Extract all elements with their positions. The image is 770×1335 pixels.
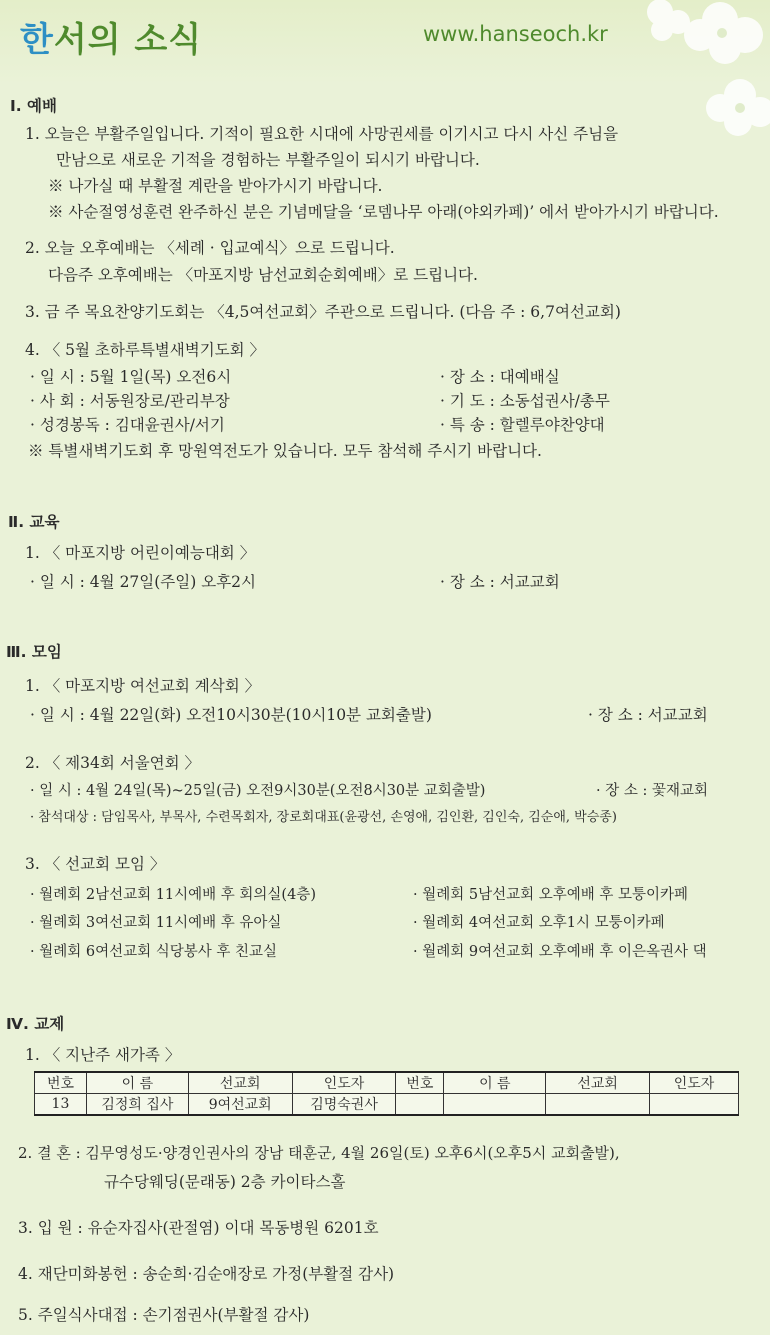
text-line: 1. 〈 마포지방 여선교회 계삭회 〉 — [25, 677, 261, 695]
table-cell — [546, 1094, 650, 1116]
text-line: · 장 소 : 꽃재교회 — [596, 783, 708, 799]
text-line: 1. 〈 지난주 새가족 〉 — [25, 1046, 181, 1064]
text-line: 2. 오늘 오후예배는 〈세례 · 입교예식〉으로 드립니다. — [25, 239, 395, 257]
section-heading-education: Ⅱ. 교육 — [8, 513, 60, 531]
title-rest: 서의 소식 — [53, 20, 203, 60]
table-cell — [396, 1094, 444, 1116]
table-cell — [444, 1094, 546, 1116]
text-line: 4. 재단미화봉헌 : 송순희·김순애장로 가정(부활절 감사) — [18, 1265, 395, 1283]
text-line: · 월례회 5남선교회 오후예배 후 모퉁이카페 — [413, 887, 688, 903]
text-line: · 특 송 : 할렐루야찬양대 — [440, 416, 605, 434]
text-line: · 월례회 9여선교회 오후예배 후 이은옥권사 댁 — [413, 944, 707, 960]
table-header-cell: 번호 — [35, 1072, 87, 1094]
text-line: 3. 금 주 목요찬양기도회는 〈4,5여선교회〉주관으로 드립니다. (다음 주 : 6,7여선교회) — [25, 303, 621, 321]
table-header-cell: 이 름 — [444, 1072, 546, 1094]
text-line: 5. 주일식사대접 : 손기점권사(부활절 감사) — [18, 1306, 310, 1324]
text-line: · 일 시 : 4월 24일(목)~25일(금) 오전9시30분(오전8시30분 교회출발) — [30, 783, 486, 799]
text-line: · 일 시 : 4월 22일(화) 오전10시30분(10시10분 교회출발) — [30, 706, 432, 724]
table-header-cell: 선교회 — [188, 1072, 292, 1094]
text-line: 2. 〈 제34회 서울연회 〉 — [25, 754, 201, 772]
text-line: 3. 〈 선교회 모임 〉 — [25, 855, 166, 873]
table-header-cell: 번호 — [396, 1072, 444, 1094]
website-url[interactable]: www.hanseoch.kr — [423, 22, 608, 46]
section-heading-worship: Ⅰ. 예배 — [10, 97, 57, 115]
table-header-row — [35, 1072, 739, 1094]
section-heading-meetings: Ⅲ. 모임 — [6, 643, 62, 661]
table-cell: 김정희 집사 — [86, 1094, 188, 1116]
table-cell: 13 — [35, 1094, 87, 1116]
text-line: · 일 시 : 4월 27일(주일) 오후2시 — [30, 573, 257, 591]
text-line: · 월례회 2남선교회 11시예배 후 회의실(4층) — [30, 887, 316, 903]
text-line: · 장 소 : 대예배실 — [440, 368, 560, 386]
text-line: · 월례회 6여선교회 식당봉사 후 친교실 — [30, 944, 277, 960]
text-line: · 성경봉독 : 김대윤권사/서기 — [30, 416, 225, 434]
text-line: 만남으로 새로운 기적을 경험하는 부활주일이 되시기 바랍니다. — [56, 151, 480, 169]
note-line: ※ 사순절영성훈련 완주하신 분은 기념메달을 ‘로뎀나무 아래(야외카페)’ 에서 받아가시기 바랍니다. — [48, 203, 719, 221]
text-line: · 월례회 4여선교회 오후1시 모퉁이카페 — [413, 915, 665, 931]
note-line: ※ 특별새벽기도회 후 망원역전도가 있습니다. 모두 참석해 주시기 바랍니다. — [28, 442, 542, 460]
table-header-cell: 이 름 — [86, 1072, 188, 1094]
text-line: · 월례회 3여선교회 11시예배 후 유아실 — [30, 915, 282, 931]
table-header-cell: 선교회 — [546, 1072, 650, 1094]
text-line: · 일 시 : 5월 1일(목) 오전6시 — [30, 368, 232, 386]
text-line: · 장 소 : 서교교회 — [588, 706, 708, 724]
table-cell — [650, 1094, 739, 1116]
text-line: · 장 소 : 서교교회 — [440, 573, 560, 591]
text-line: 4. 〈 5월 초하루특별새벽기도회 〉 — [25, 341, 266, 359]
text-line: · 사 회 : 서동원장로/관리부장 — [30, 392, 230, 410]
text-line: · 참석대상 : 담임목사, 부목사, 수련목회자, 장로회대표(윤광선, 손영애, 김인환, 김인숙, 김순애, 박승종) — [30, 810, 617, 825]
table-cell: 9여선교회 — [188, 1094, 292, 1116]
text-line: 2. 결 혼 : 김무영성도·양경인권사의 장남 태훈군, 4월 26일(토) 오후6시(오후5시 교회출발), — [18, 1144, 620, 1162]
text-line: 다음주 오후예배는 〈마포지방 남선교회순회예배〉로 드립니다. — [48, 266, 478, 284]
text-line: · 기 도 : 소동섭권사/총무 — [440, 392, 610, 410]
text-line: 규수당웨딩(문래동) 2층 카이타스홀 — [104, 1173, 346, 1191]
text-line: 3. 입 원 : 유순자집사(관절염) 이대 목동병원 6201호 — [18, 1219, 379, 1237]
table-header-cell: 인도자 — [292, 1072, 396, 1094]
table-row — [35, 1094, 739, 1116]
new-family-table — [34, 1071, 739, 1116]
table-cell: 김명숙권사 — [292, 1094, 396, 1116]
text-line: 1. 〈 마포지방 어린이예능대회 〉 — [25, 544, 256, 562]
table-header-cell: 인도자 — [650, 1072, 739, 1094]
section-heading-fellowship: Ⅳ. 교제 — [6, 1015, 65, 1033]
title-first-char: 한 — [20, 20, 54, 60]
note-line: ※ 나가실 때 부활절 계란을 받아가시기 바랍니다. — [48, 177, 383, 195]
text-line: 1. 오늘은 부활주일입니다. 기적이 필요한 시대에 사망권세를 이기시고 다시 사신 주님을 — [25, 125, 619, 143]
